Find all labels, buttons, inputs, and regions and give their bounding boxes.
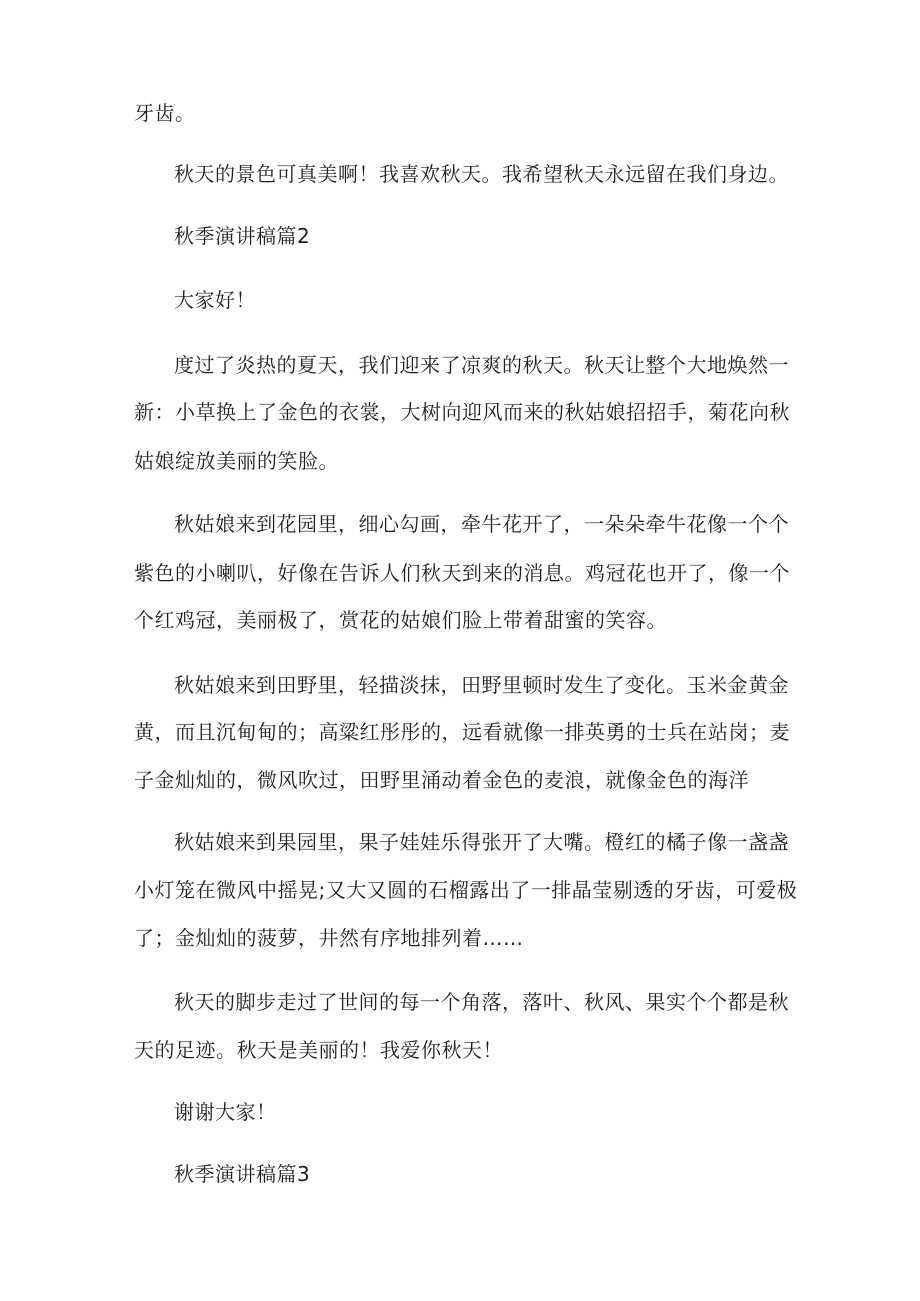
- paragraph-line: 个红鸡冠，美丽极了，赏花的姑娘们脸上带着甜蜜的笑容。: [134, 608, 667, 632]
- paragraph-line: 秋姑娘来到田野里，轻描淡抹，田野里顿时发生了变化。玉米金黄金: [174, 673, 789, 697]
- paragraph-line: 秋天的景色可真美啊！我喜欢秋天。我希望秋天永远留在我们身边。: [174, 162, 789, 186]
- paragraph-line: 姑娘绽放美丽的笑脸。: [134, 449, 339, 473]
- paragraph-line: 紫色的小喇叭，好像在告诉人们秋天到来的消息。鸡冠花也开了，像一个: [134, 561, 790, 585]
- paragraph-line: 黄，而且沉甸甸的；高粱红彤彤的，远看就像一排英勇的士兵在站岗；麦: [134, 720, 790, 744]
- section-heading: 秋季演讲稿篇3: [174, 1162, 311, 1186]
- paragraph-line: 秋天的脚步走过了世间的每一个角落，落叶、秋风、果实个个都是秋: [174, 990, 789, 1014]
- paragraph-line: 天的足迹。秋天是美丽的！我爱你秋天！: [134, 1038, 503, 1062]
- paragraph-line: 牙齿。: [134, 101, 196, 125]
- paragraph-line: 新：小草换上了金色的衣裳，大树向迎风而来的秋姑娘招招手，菊花向秋: [134, 400, 790, 424]
- paragraph-line: 秋姑娘来到果园里，果子娃娃乐得张开了大嘴。橙红的橘子像一盏盏: [174, 830, 789, 854]
- greeting: 大家好！: [174, 288, 256, 312]
- paragraph-line: 了；金灿灿的菠萝，井然有序地排列着……: [134, 926, 524, 950]
- paragraph-line: 子金灿灿的，微风吹过，田野里涌动着金色的麦浪，就像金色的海洋: [134, 768, 749, 792]
- paragraph-line: 秋姑娘来到花园里，细心勾画，牵牛花开了，一朵朵牵牛花像一个个: [174, 512, 789, 536]
- section-heading: 秋季演讲稿篇2: [174, 224, 311, 248]
- paragraph-line: 小灯笼在微风中摇晃;又大又圆的石榴露出了一排晶莹剔透的牙齿，可爱极: [134, 878, 798, 902]
- paragraph-line: 度过了炎热的夏天，我们迎来了凉爽的秋天。秋天让整个大地焕然一: [174, 353, 789, 377]
- closing: 谢谢大家！: [174, 1100, 277, 1124]
